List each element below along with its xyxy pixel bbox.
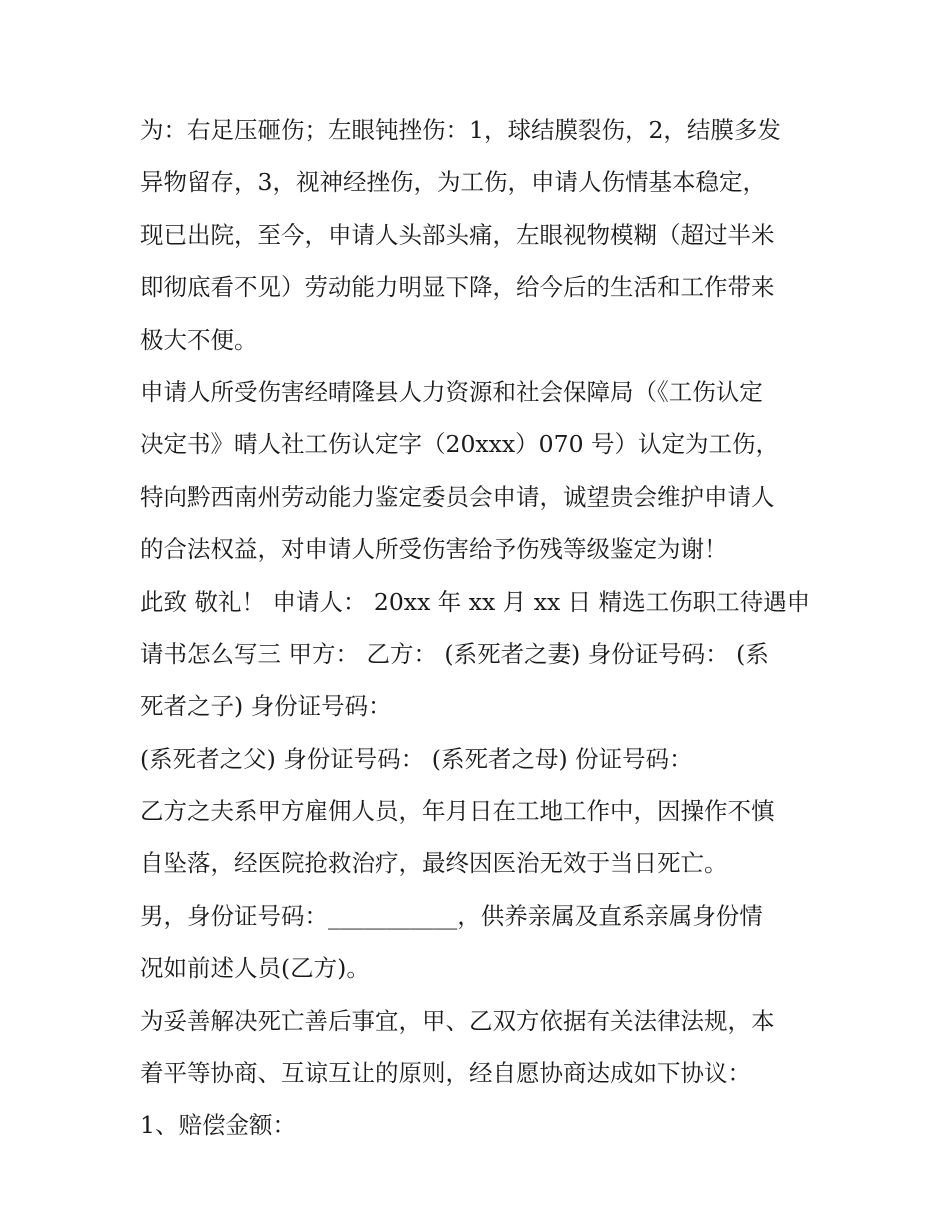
text-line: 为：右足压砸伤；左眼钝挫伤：1，球结膜裂伤，2，结膜多发 [140, 116, 781, 144]
text-line: 请书怎么写三 甲方： 乙方： (系死者之妻) 身份证号码： (系 [140, 639, 769, 668]
text-line: 着平等协商、互谅互让的原则，经自愿协商达成如下协议： [140, 1059, 751, 1088]
text-line: 为妥善解决死亡善后事宜，甲、乙双方依据有关法律法规，本 [140, 1006, 775, 1035]
text-line: 男，身份证号码：___________，供养亲属及直系亲属身份情 [140, 901, 763, 930]
text-line: 决定书》晴人社工伤认定字（20xxx）070 号）认定为工伤， [140, 430, 779, 459]
text-line: 此致 敬礼！ 申请人： 20xx 年 xx 月 xx 日 精选工伤职工待遇申 [140, 587, 811, 616]
text-line: 乙方之夫系甲方雇佣人员，年月日在工地工作中，因操作不慎 [140, 797, 775, 826]
text-line: 现已出院，至今，申请人头部头痛，左眼视物模糊（超过半米 [140, 220, 775, 249]
text-line: 异物留存，3，视神经挫伤，为工伤，申请人伤情基本稳定， [140, 168, 766, 197]
text-line: 极大不便。 [140, 325, 258, 354]
text-line: 的合法权益，对申请人所受伤害给予伤残等级鉴定为谢！ [140, 535, 728, 564]
text-line: 即彻底看不见）劳动能力明显下降，给今后的生活和工作带来 [140, 273, 775, 302]
text-line: 况如前述人员(乙方)。 [140, 954, 370, 983]
text-line: 自坠落，经医院抢救治疗，最终因医治无效于当日死亡。 [140, 849, 728, 878]
text-line: 死者之子) 身份证号码： [140, 692, 392, 721]
text-line: 1、赔偿金额： [140, 1111, 296, 1140]
text-line: (系死者之父) 身份证号码： (系死者之母) 份证号码： [140, 744, 693, 773]
document-body [140, 104, 812, 1152]
text-line: 申请人所受伤害经晴隆县人力资源和社会保障局（《工伤认定 [140, 377, 763, 406]
text-line: 特向黔西南州劳动能力鉴定委员会申请，诚望贵会维护申请人 [140, 482, 775, 511]
